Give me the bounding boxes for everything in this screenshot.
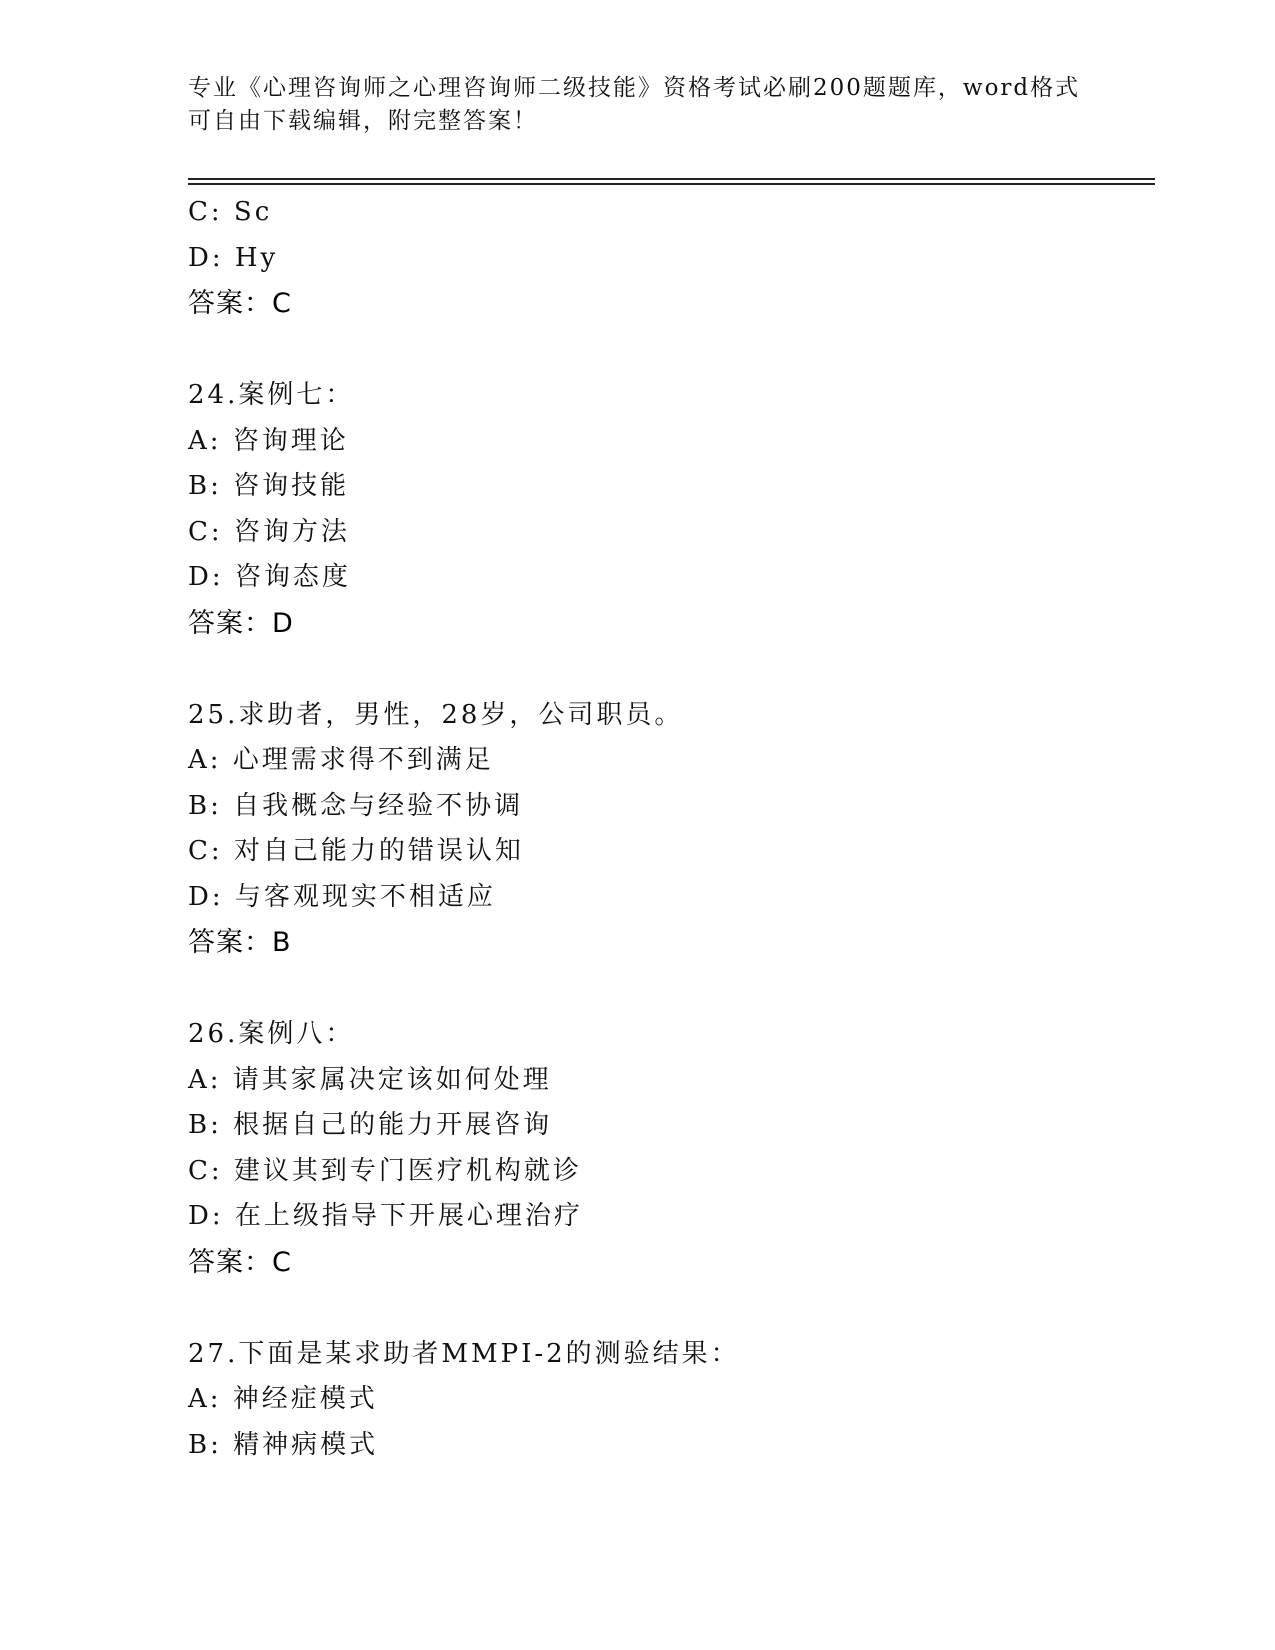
question-item-25 <box>188 693 1148 967</box>
option-c: C: 咨询方法 <box>188 516 350 547</box>
answer-line: 答案：D <box>188 607 294 639</box>
spacer <box>188 647 1148 693</box>
option-d: D: 在上级指导下开展心理治疗 <box>188 1201 583 1231</box>
option-b: B: 精神病模式 <box>188 1429 379 1460</box>
answer-line: 答案：B <box>188 927 292 958</box>
question-text: 25.求助者，男性，28岁，公司职员。 <box>188 699 684 730</box>
header-title-line-2: 可自由下载编辑，附完整答案！ <box>188 108 538 134</box>
spacer <box>188 327 1148 373</box>
question-item-27 <box>188 1332 1148 1469</box>
answer-line: 答案：C <box>188 288 292 319</box>
option-a: A: 心理需求得不到满足 <box>188 745 494 775</box>
option-b: B: 根据自己的能力开展咨询 <box>188 1110 553 1140</box>
question-text: 24.案例七： <box>188 380 355 410</box>
header-divider-bottom <box>188 183 1155 185</box>
option-b: B: 自我概念与经验不协调 <box>188 790 524 821</box>
header-divider-top <box>188 178 1155 180</box>
option-a: A: 请其家属决定该如何处理 <box>188 1064 552 1095</box>
answer-line: 答案：C <box>188 1246 292 1278</box>
option-d: D: Hy <box>188 242 279 273</box>
option-c: C: Sc <box>188 197 273 227</box>
question-list <box>188 190 1148 1468</box>
header-title-line-1: 专业《心理咨询师之心理咨询师二级技能》资格考试必刷200题题库，word格式 <box>188 75 1081 101</box>
question-text: 27.下面是某求助者MMPI-2的测验结果： <box>188 1338 740 1369</box>
option-c: C: 对自己能力的错误认知 <box>188 836 524 866</box>
question-text: 26.案例八： <box>188 1019 355 1049</box>
option-c: C: 建议其到专门医疗机构就诊 <box>188 1155 582 1186</box>
question-item-23 <box>188 190 1148 327</box>
spacer <box>188 1286 1148 1332</box>
option-a: A: 咨询理论 <box>188 425 349 456</box>
option-b: B: 咨询技能 <box>188 471 350 501</box>
document-header <box>188 72 1088 138</box>
spacer <box>188 966 1148 1012</box>
option-d: D: 咨询态度 <box>188 562 351 592</box>
option-d: D: 与客观现实不相适应 <box>188 881 496 912</box>
question-item-24 <box>188 373 1148 647</box>
option-a: A: 神经症模式 <box>188 1384 378 1414</box>
question-item-26 <box>188 1012 1148 1286</box>
